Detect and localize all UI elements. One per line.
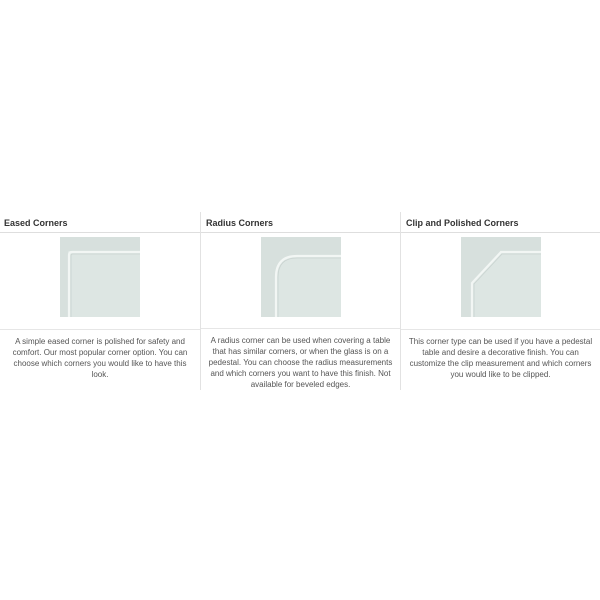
- corner-options-table: [0, 212, 600, 390]
- radius-corner-glass-icon: [261, 237, 341, 317]
- corner-option-clip: [400, 212, 600, 390]
- clip-corner-image: [401, 233, 600, 330]
- corner-option-eased: [0, 212, 200, 390]
- clip-corner-glass-icon: [461, 237, 541, 317]
- corner-option-description: A radius corner can be used when covering a table that has similar corners, or when the glass is on a pedestal. You can choose the radius measurements and which corners you want to have this finish. Not available for beveled edges.: [208, 336, 393, 389]
- eased-corner-image: [0, 233, 200, 330]
- radius-corner-image: [201, 233, 400, 329]
- corner-option-title: Eased Corners: [0, 212, 200, 233]
- corner-option-description: This corner type can be used if you have a pedestal table and desire a decorative finish. You can customize the clip measurement and which corners you would like to be clipped.: [408, 337, 593, 379]
- corner-option-title: Radius Corners: [201, 212, 400, 233]
- corner-option-radius: [200, 212, 400, 390]
- corner-option-title: Clip and Polished Corners: [401, 212, 600, 233]
- corner-options-columns: [0, 212, 600, 390]
- eased-corner-glass-icon: [60, 237, 140, 317]
- corner-option-description: A simple eased corner is polished for safety and comfort. Our most popular corner option. You can choose which corners you would like to have this look.: [12, 337, 188, 379]
